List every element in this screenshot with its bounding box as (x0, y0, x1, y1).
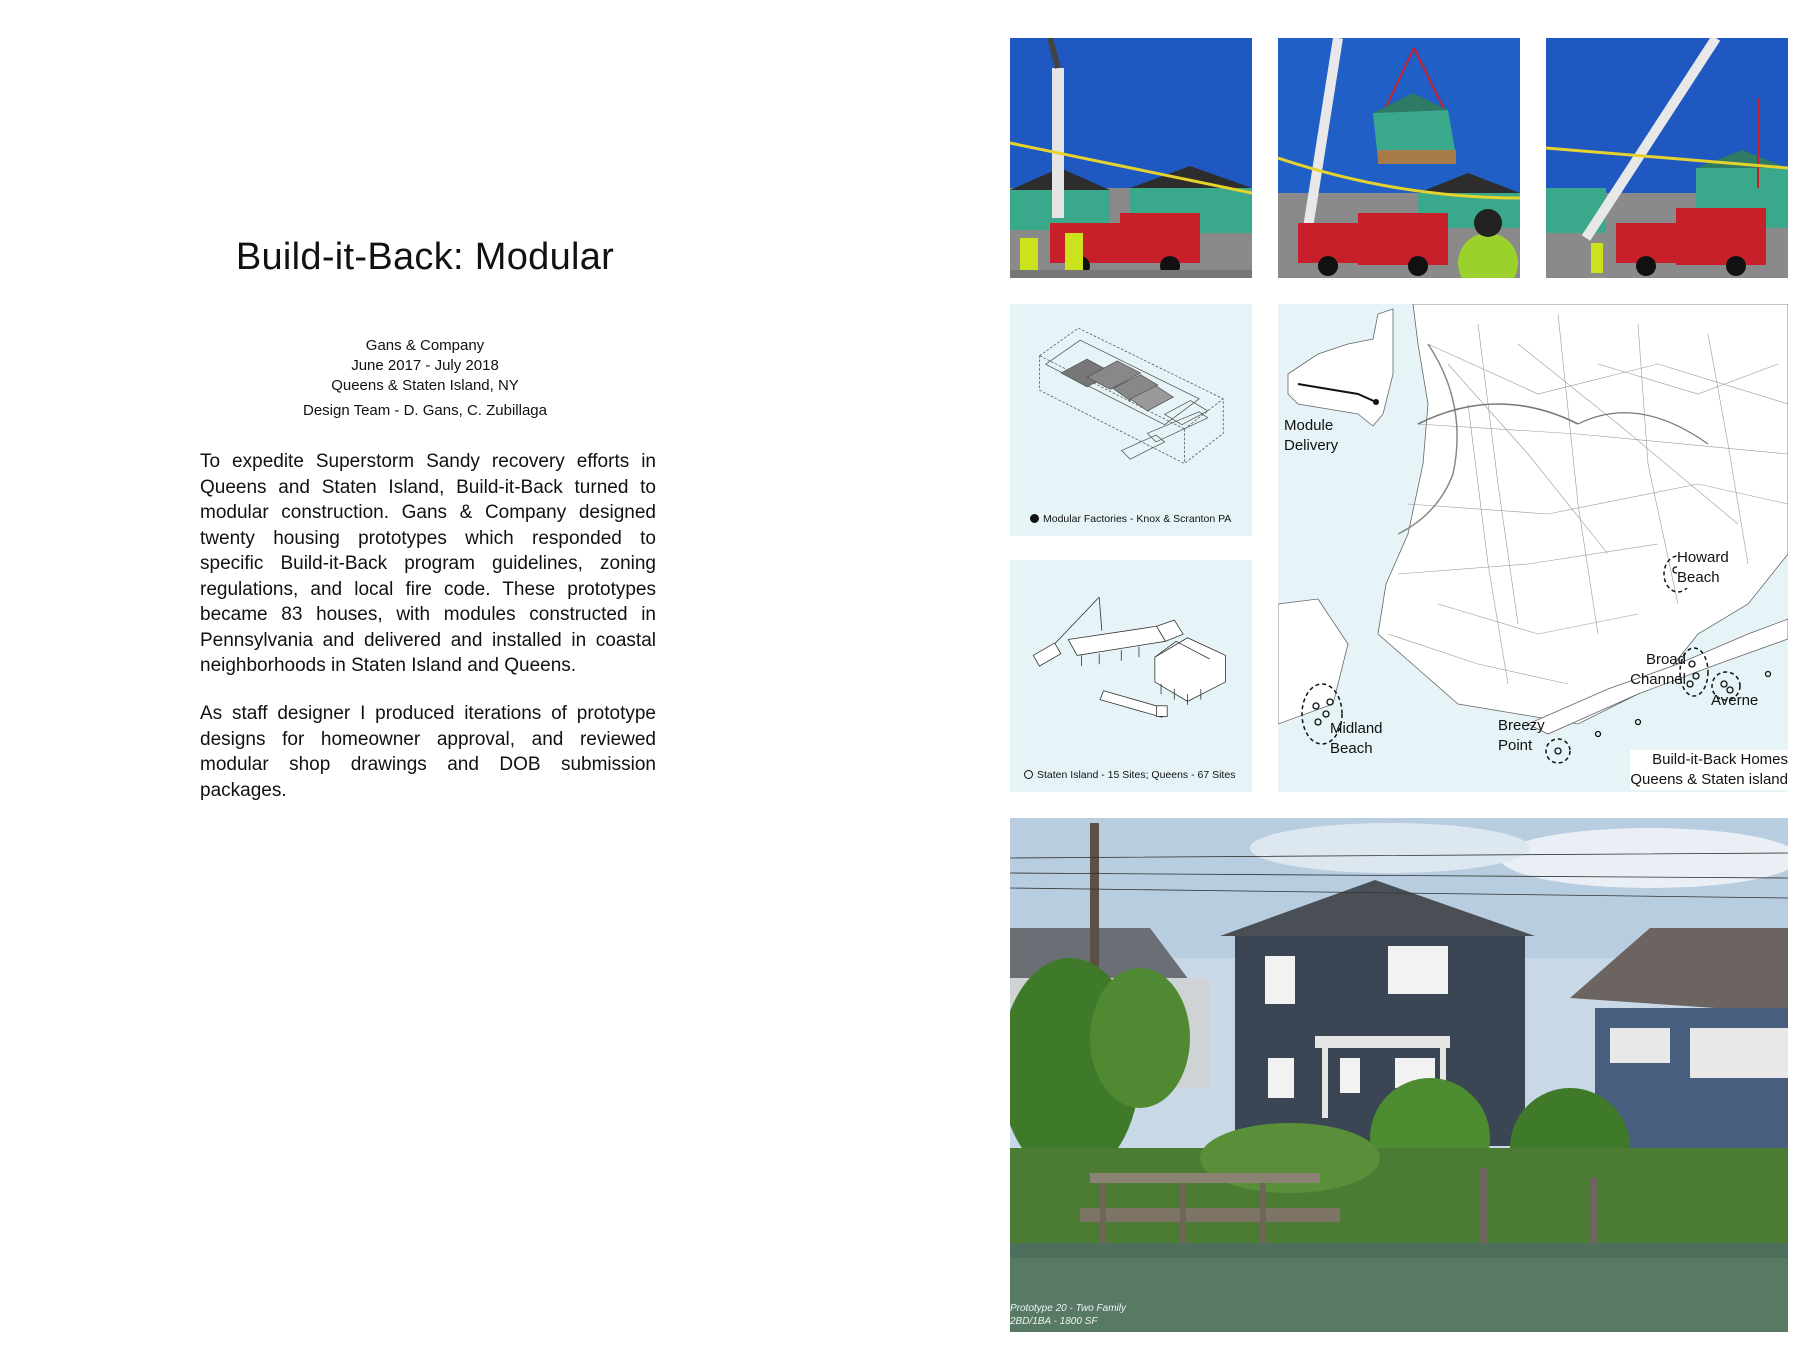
company-name: Gans & Company (365, 337, 485, 354)
averne-label: Averne (1711, 692, 1759, 709)
description-paragraph: To expedite Superstorm Sandy recovery efforts in Queens and Staten Island, Build-it-Back turned to modular construction. Gans & Company designed twenty housing prototypes which responded to specific Build-it-Back program guidelines, zoning regulations, and local fire code. These prototypes became 83 houses, with modules constructed in Pennsylvania and delivered and installed in coastal neighborhoods in Staten Island and Queens. (200, 451, 656, 676)
broad-channel-label: Broad Channel (1630, 651, 1686, 688)
module-delivery-label: Module Delivery (1284, 417, 1339, 454)
midland-beach-label: Midland Beach (1330, 720, 1383, 757)
design-team: Design Team - D. Gans, C. Zubillaga (303, 402, 547, 419)
factory-caption: Modular Factories - Knox & Scranton PA (1030, 513, 1231, 525)
crane-photo-2 (1278, 38, 1520, 278)
site-marker-icon (1024, 770, 1033, 779)
crane-photo-1 (1010, 38, 1252, 278)
delivery-diagram (1010, 560, 1252, 792)
factory-diagram (1010, 304, 1252, 536)
page-title: Build-it-Back: Modular (235, 236, 615, 278)
factory-marker-icon (1030, 514, 1039, 523)
prototype-house-photo (1010, 818, 1788, 1332)
project-dates: June 2017 - July 2018 (351, 357, 499, 374)
project-location: Queens & Staten Island, NY (331, 377, 519, 394)
sites-caption: Staten Island - 15 Sites; Queens - 67 Sites (1024, 769, 1235, 781)
site-map (1278, 304, 1788, 792)
crane-photo-3 (1546, 38, 1788, 278)
breezy-point-label: Breezy Point (1498, 717, 1545, 754)
photo-caption: Prototype 20 - Two Family 2BD/1BA - 1800 SF (1010, 1303, 1126, 1327)
role-paragraph: As staff designer I produced iterations of prototype designs for homeowner approval, and reviewed modular shop drawings and DOB submission packages. (200, 703, 656, 801)
howard-beach-label: Howard Beach (1677, 549, 1729, 586)
map-legend: Build-it-Back Homes Queens & Staten island (1630, 751, 1788, 788)
